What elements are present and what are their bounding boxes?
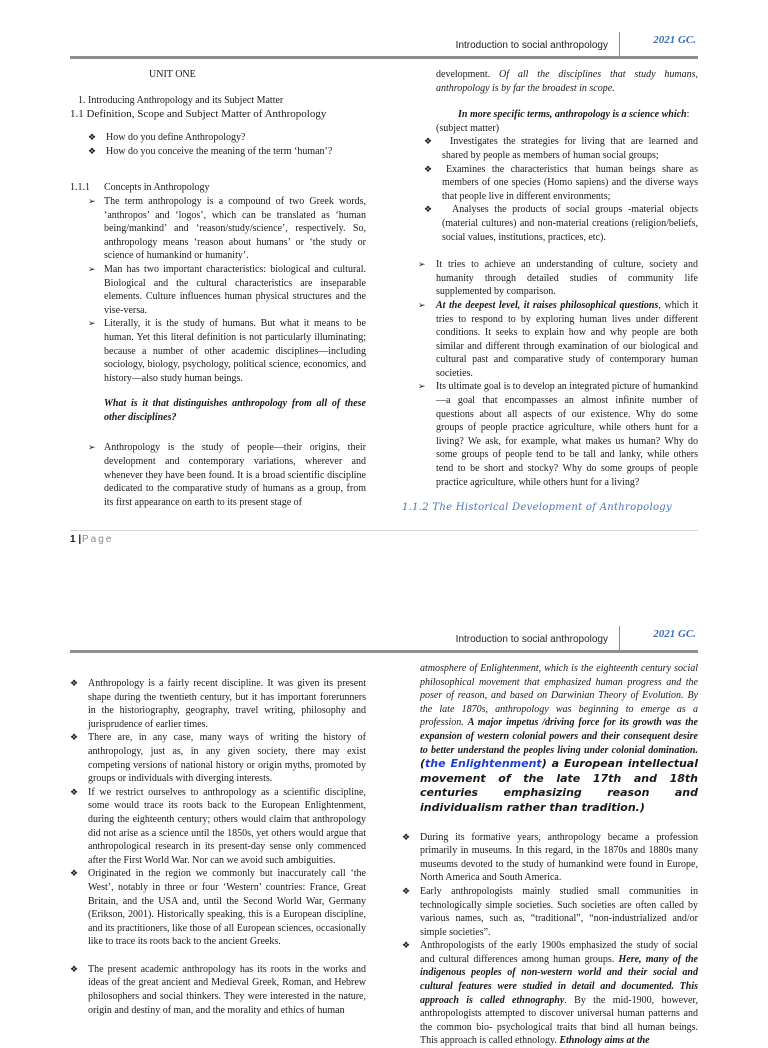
header-rule — [70, 56, 698, 59]
historical-development-heading: 1.1.2 The Historical Development of Anthropology — [402, 502, 672, 513]
diamond-item: ❖ The present academic anthropology has its roots in the works and ideas of the great ancient and Medieval Greek, Roman, and Hebrew philosophers and social thinkers. They were interested in the nature, origin and destiny of man, and the morality and ethics of human — [70, 963, 366, 1016]
header-rule — [70, 650, 698, 653]
header-separator — [619, 626, 620, 650]
diamond-item: ❖ Anthropologists of the early 1900s emphasized the study of social and cultural differences among human groups. Here, many of the indigenous peoples of non-western world and their social and cultural features were studied in detail and documented. This approach is called ethnography. By the mid-1900, however, anthropologists attempted to discover universal human patterns and the common bio- psychological traits that bind all human beings. This approach is called ethnology. Ethnology aims at the — [402, 940, 698, 1047]
header-title: Introduction to social anthropology — [455, 40, 608, 51]
diamond-item: ❖ Anthropology is a fairly recent discipline. It was given its present shape during the twentieth century, but it has important forerunners in the historiography, geography, travel writing, philosophy and jurisprudence of earlier times. — [70, 678, 366, 730]
question-item: ❖ How do you conceive the meaning of the term ‘human’? — [88, 145, 333, 157]
page-footer — [70, 530, 698, 550]
right-column — [418, 68, 698, 489]
continued-text: development. Of all the disciplines that study humans, anthropology is by far the broadest in scope. — [436, 69, 698, 94]
header-year: 2021 GC. — [653, 628, 696, 640]
subsection-heading: 1.1.1 Concepts in Anthropology — [70, 182, 210, 194]
list-item: ➢ Man has two important characteristics: biological and cultural. Biological and the cultural characteristics are inseparable elements. Culture influences human physical structures and the vise-versa. — [88, 263, 366, 316]
diamond-item: ❖ If we restrict ourselves to anthropology as a scientific discipline, some would trace its roots back to the European Enlightenment, during the eighteenth century; others would claim that anthropology did not arise as a science until the 1850s, yet others would argue that anthropological research in its present-day sense only commenced after the First World War. Nor can we avoid such ambiguities. — [70, 786, 366, 866]
list-item: ➢ Its ultimate goal is to develop an integrated picture of humankind—a goal that encompasses an almost infinite number of questions about all aspects of our existence. Why do some groups of people practice agriculture, while others hunt for a living? We ask, for example, what makes us human? Why do some groups of people tend to be tall and lanky, while others tend to be short and stocky? Why do some groups of people practice agriculture, while others hunt for a living? — [418, 381, 698, 488]
diamond-item: ❖ Investigates the strategies for living that are learned and shared by people as members of human social groups; — [424, 136, 698, 161]
continued-text: atmosphere of Enlightenment, which is the eighteenth century social philosophical movement that emphasized human progress and the poser of reason, and based on Darwinian Theory of Evolution. By the late 1870s, anthropology was beginning to emerge as a profession. A major impetus /driving force for its growth was the expansion of western colonial powers and their consequent desire to better understand the peoples living under colonial domination.(the Enlightenment) a European intellectual movement of the late 17th and 18th centuries emphasizing reason and individualism rather than tradition.) — [420, 663, 698, 814]
specific-terms: In more specific terms, anthropology is a science which: — [458, 109, 690, 121]
page-header — [70, 630, 698, 658]
key-question: What is it that distinguishes anthropology from all of these other disciplines? — [104, 398, 366, 423]
subject-matter-label: (subject matter) — [436, 122, 500, 134]
diamond-item: ❖ Early anthropologists mainly studied small communities in technologically simple societies. Such societies are often called by various names, such as, “traditional”, “non-industrialized and/or simple societies”. — [402, 885, 698, 938]
diamond-item: ❖ Originated in the region we commonly but inaccurately call ‘the West’, notably in three or four ‘Western’ countries: France, Great Britain, and the USA and, until the Second World War, Germany (Erikson, 2001). Historically speaking, this is a European discipline, and its practitioners, like those of all European sciences, occasionally like to trace its roots back to the ancient Greeks. — [70, 868, 366, 948]
diamond-item: ❖ Analyses the products of social groups -material objects (material cultures) and non-material creations (religion/beliefs, social values, institutions, practices, etc). — [424, 204, 698, 243]
page-number: 1 | — [70, 534, 82, 545]
section-heading: 1. Introducing Anthropology and its Subject Matter — [78, 95, 284, 106]
right-column — [402, 662, 698, 1048]
page-label: Page — [82, 534, 114, 545]
left-column — [70, 677, 366, 1017]
diamond-item: ❖ There are, in any case, many ways of writing the history of anthropology, just as, in any given society, there may exist competing versions of national history or origin myths, promoted by groups or individuals with diverging interests. — [70, 732, 366, 785]
footer-rule — [70, 530, 698, 531]
list-item: ➢ Literally, it is the study of humans. But what it means to be human. Yet this literal definition is not particularly illuminating; because a number of other academic disciplines—including sociology, biology, psychology, political science, economics, and history—also study human beings. — [88, 318, 366, 384]
page-header — [70, 36, 698, 64]
diamond-item: ❖ During its formative years, anthropology became a profession primarily in museums. In this regard, in the 1870s and 1880s many museums devoted to the study of humankind were found in Europe, North America and South America. — [402, 831, 698, 884]
left-column — [70, 68, 366, 509]
header-separator — [619, 32, 620, 56]
question-item: ❖ How do you define Anthropology? — [88, 132, 246, 144]
unit-title: UNIT ONE — [149, 69, 196, 80]
document-page-2 — [0, 594, 768, 1047]
list-item: ➢ It tries to achieve an understanding of culture, society and humanity through detailed studies of community life supplemented by comparison. — [418, 259, 698, 298]
header-year: 2021 GC. — [653, 34, 696, 46]
enlightenment-link[interactable]: the Enlightenment — [425, 757, 542, 771]
section-subheading: 1.1 Definition, Scope and Subject Matter of Anthropology — [70, 107, 327, 120]
list-item: ➢ At the deepest level, it raises philosophical questions, which it tries to respond to by exploring human lives under different conditions. It seeks to explain how and why people are both similar and different through examination of our biological and cultural past and comparative study of contemporary human societies. — [418, 299, 698, 379]
header-title: Introduction to social anthropology — [455, 634, 608, 645]
diamond-item: ❖ Examines the characteristics that human beings share as members of one species (Homo sapiens) and the diverse ways that people live in different environments; — [424, 163, 698, 202]
list-item: ➢ The term anthropology is a compound of two Greek words, ‘anthropos’ and ‘logos’, which can be translated as ‘human being/mankind’ and ‘reason/study/science’, respectively. So, anthropology means ‘reason about humans’ or ‘the study or science of humankind or humanity’. — [88, 195, 366, 262]
list-item: ➢ Anthropology is the study of people—their origins, their development and contemporary variations, wherever and whenever they have been found. It is a broad scientific discipline dedicated to the comparative study of humans as a group, from its first appearance on earth to its present stage of — [88, 442, 366, 508]
